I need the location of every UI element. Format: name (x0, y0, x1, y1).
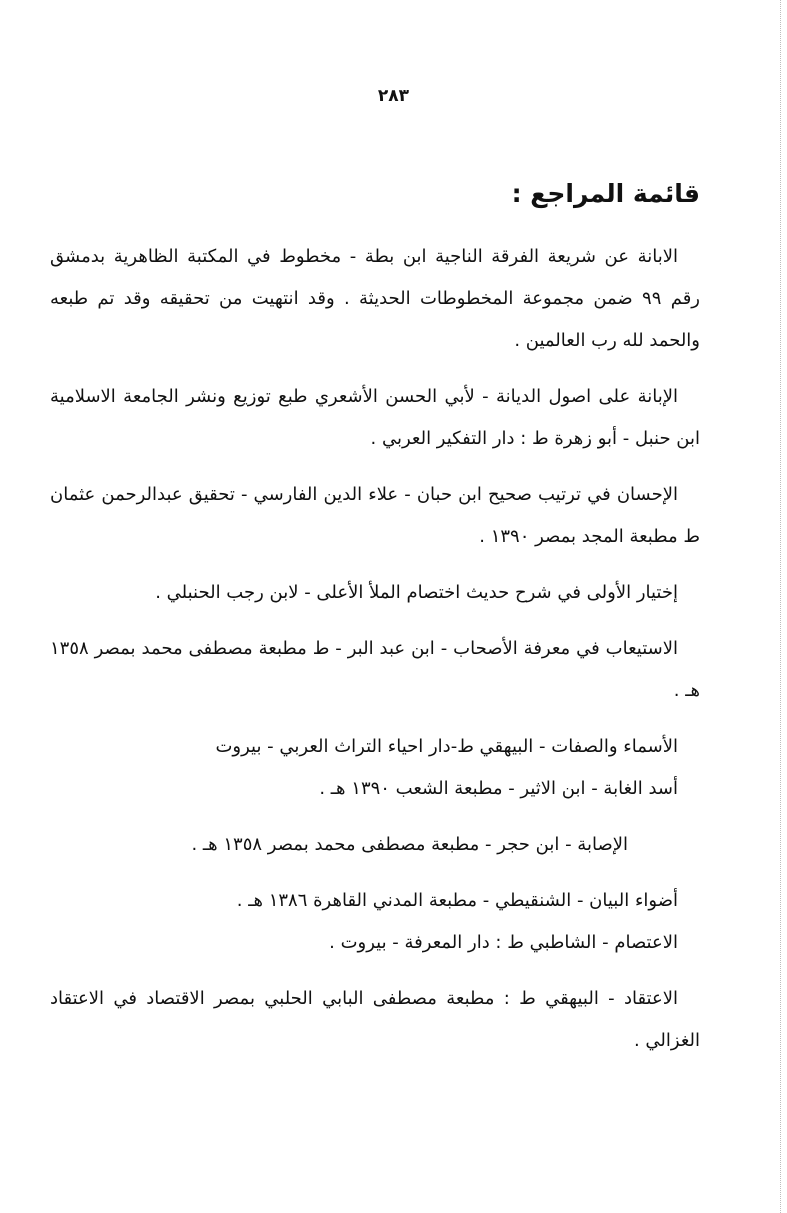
reference-entry: الإبانة على اصول الديانة - لأبي الحسن الأشعري طبع توزيع ونشر الجامعة الاسلامية ابن حنبل - أبو زهرة ط : دار التفكير العربي . (50, 386, 700, 449)
reference-entry: الإصابة - ابن حجر - مطبعة مصطفى محمد بمصر ١٣٥٨ هـ . (191, 834, 628, 855)
reference-entry: الاستيعاب في معرفة الأصحاب - ابن عبد البر - ط مطبعة مصطفى محمد بمصر ١٣٥٨ هـ . (50, 638, 700, 701)
reference-entry: الاعتصام - الشاطبي ط : دار المعرفة - بيروت . (329, 932, 678, 953)
references-section (50, 172, 700, 1076)
reference-entry: الابانة عن شريعة الفرقة الناجية ابن بطة - مخطوط في المكتبة الظاهرية بدمشق رقم ٩٩ ضمن مجموعة المخطوطات الحديثة . وقد انتهيت من تحقيقه وقد تم طبعه والحمد لله رب العالمين . (50, 246, 700, 351)
references-list (50, 236, 700, 1062)
references-heading: قائمة المراجع : (511, 179, 700, 208)
page-number: ٢٨٣ (377, 86, 410, 106)
reference-entry: الإحسان في ترتيب صحيح ابن حبان - علاء الدين الفارسي - تحقيق عبدالرحمن عثمان ط مطبعة المجد بمصر ١٣٩٠ . (50, 484, 700, 547)
scan-edge-line (780, 0, 781, 1213)
reference-entry: الأسماء والصفات - البيهقي ط-دار احياء التراث العربي - بيروت (215, 736, 678, 757)
reference-entry: الاعتقاد - البيهقي ط : مطبعة مصطفى البابي الحلبي بمصر الاقتصاد في الاعتقاد الغزالي . (50, 988, 700, 1051)
reference-entry: أسد الغابة - ابن الاثير - مطبعة الشعب ١٣٩٠ هـ . (319, 778, 678, 799)
reference-entry: إختيار الأولى في شرح حديث اختصام الملأ الأعلى - لابن رجب الحنبلي . (155, 582, 678, 603)
reference-entry: أضواء البيان - الشنقيطي - مطبعة المدني القاهرة ١٣٨٦ هـ . (236, 890, 678, 911)
